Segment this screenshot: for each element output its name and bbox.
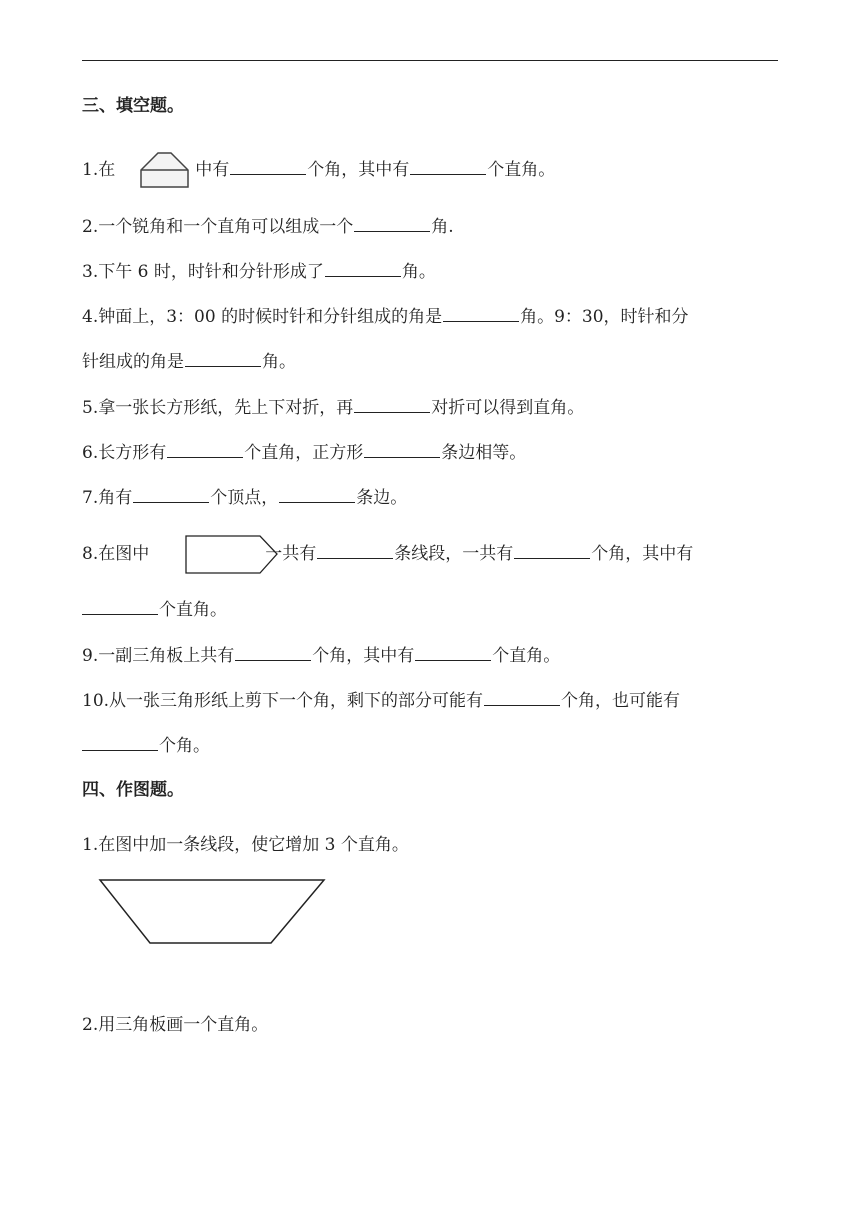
question-5: 5.拿一张长方形纸，先上下对折，再 对折可以得到直角。 [82, 395, 584, 420]
answer-blank[interactable] [364, 440, 440, 458]
question-10-line-2: 个角。 [82, 733, 210, 758]
question-8-line-1: 8.在图中 一共有 条线段，一共有 个角，其中有 [82, 541, 693, 566]
answer-blank[interactable] [325, 259, 401, 277]
answer-blank[interactable] [82, 597, 158, 615]
question-6: 6.长方形有 个直角，正方形 条边相等。 [82, 440, 526, 465]
answer-blank[interactable] [484, 688, 560, 706]
question-10-line-1: 10.从一张三角形纸上剪下一个角，剩下的部分可能有 个角，也可能有 [82, 688, 680, 713]
answer-blank[interactable] [410, 157, 486, 175]
question-4-line-1: 4.钟面上，3：00 的时候时针和分针组成的角是 角。9：30，时针和分 [82, 304, 689, 329]
answer-blank[interactable] [354, 214, 430, 232]
section-4-heading: 四、作图题。 [82, 780, 184, 800]
house-shape-figure [130, 142, 200, 192]
answer-blank[interactable] [354, 395, 430, 413]
answer-blank[interactable] [133, 485, 209, 503]
question-7: 7.角有 个顶点， 条边。 [82, 485, 407, 510]
question-4-line-2: 针组成的角是 角。 [82, 349, 296, 374]
question-9: 9.一副三角板上共有 个角，其中有 个直角。 [82, 643, 560, 668]
section-3-heading: 三、填空题。 [82, 96, 184, 116]
answer-blank[interactable] [514, 541, 590, 559]
trapezoid-figure[interactable] [95, 873, 330, 953]
answer-blank[interactable] [317, 541, 393, 559]
question-8-line-2: 个直角。 [82, 597, 227, 622]
answer-blank[interactable] [415, 643, 491, 661]
answer-blank[interactable] [230, 157, 306, 175]
question-1: 1.在 中有 个角，其中有 个直角。 [82, 157, 555, 182]
question-2: 2.一个锐角和一个直角可以组成一个 角. [82, 214, 454, 239]
question-3: 3.下午 6 时，时针和分针形成了 角。 [82, 259, 436, 284]
answer-blank[interactable] [167, 440, 243, 458]
answer-blank[interactable] [235, 643, 311, 661]
drawing-question-1: 1.在图中加一条线段，使它增加 3 个直角。 [82, 835, 409, 855]
answer-blank[interactable] [185, 349, 261, 367]
drawing-question-2: 2.用三角板画一个直角。 [82, 1015, 269, 1035]
pentagon-arrow-figure [183, 533, 283, 577]
header-rule [82, 60, 778, 61]
answer-blank[interactable] [279, 485, 355, 503]
answer-blank[interactable] [82, 733, 158, 751]
answer-blank[interactable] [443, 304, 519, 322]
